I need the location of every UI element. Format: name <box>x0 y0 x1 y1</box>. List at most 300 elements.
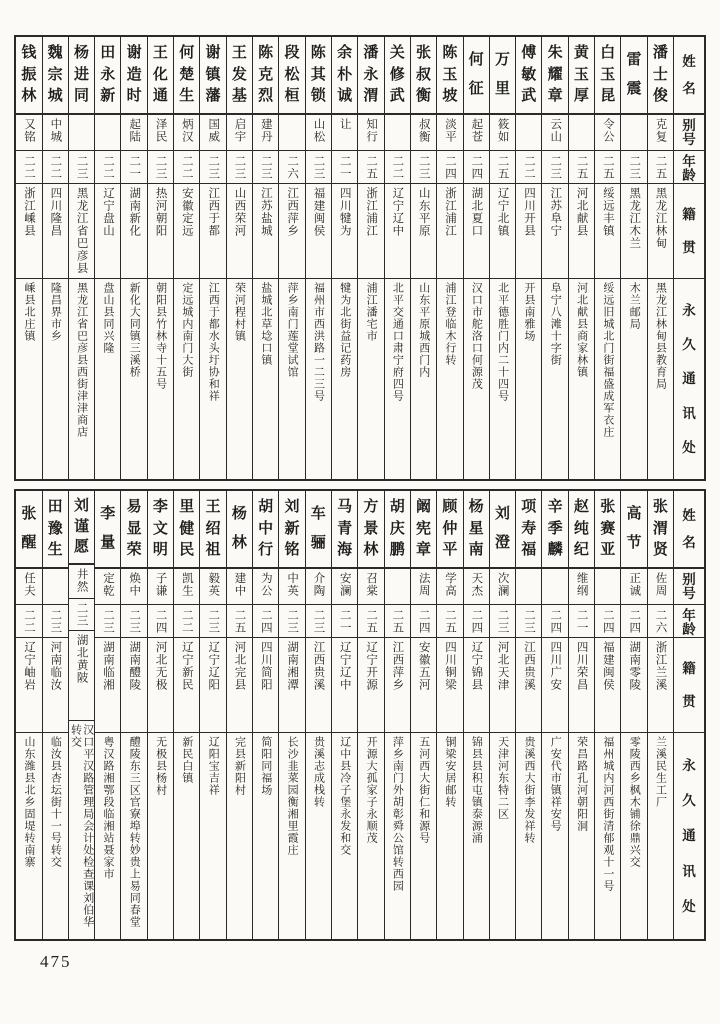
person-alias <box>332 115 357 151</box>
person-column <box>226 37 252 479</box>
person-age <box>279 605 304 638</box>
character-glyph: 藩 <box>205 88 221 105</box>
person-age <box>595 605 620 638</box>
character-glyph: 醒 <box>21 535 37 551</box>
person-address-text: 贵溪西大街李发祥转 <box>522 736 535 844</box>
person-age <box>621 605 646 638</box>
character-glyph: 衡 <box>416 88 432 105</box>
person-column <box>42 37 68 479</box>
person-address <box>279 733 304 939</box>
person-alias-text: 中城 <box>49 118 62 143</box>
person-native-place <box>516 184 541 279</box>
character-glyph: 林 <box>363 542 379 559</box>
person-address-text: 北平交通口肃宁府四号 <box>391 282 404 402</box>
character-glyph: 别 <box>682 118 696 133</box>
character-glyph: 纯 <box>573 520 589 537</box>
person-age-text: 二一 <box>338 154 351 180</box>
character-glyph: 籍 <box>682 206 696 222</box>
character-glyph: 修 <box>389 66 405 83</box>
person-column <box>436 37 462 479</box>
person-address-text: 贵溪志成栈转 <box>312 736 325 808</box>
person-age-text: 二五 <box>233 608 246 634</box>
character-glyph: 段 <box>284 44 300 61</box>
character-glyph: 李 <box>152 498 168 515</box>
person-name <box>227 491 252 569</box>
person-name <box>279 491 304 569</box>
person-alias-text: 次澜 <box>496 572 509 597</box>
person-column <box>620 37 646 479</box>
character-glyph: 永 <box>682 302 696 318</box>
character-glyph: 何 <box>468 52 484 68</box>
character-glyph: 贤 <box>652 542 668 559</box>
character-glyph: 讯 <box>682 405 696 421</box>
person-native-place-text: 四川简阳 <box>259 641 272 691</box>
person-native-place <box>43 638 68 733</box>
person-age <box>121 605 146 638</box>
person-name <box>648 491 673 569</box>
person-alias <box>279 569 304 605</box>
person-address <box>411 279 436 479</box>
person-native-place <box>569 184 594 279</box>
person-name <box>411 491 436 569</box>
character-glyph: 楚 <box>179 66 195 83</box>
person-age-text: 二五 <box>391 608 404 634</box>
character-glyph: 季 <box>547 520 563 537</box>
person-native-place-text: 辽宁开源 <box>365 641 378 691</box>
person-address <box>358 733 383 939</box>
person-alias <box>621 569 646 605</box>
character-glyph: 俊 <box>652 88 668 105</box>
character-glyph: 节 <box>626 535 642 551</box>
person-address <box>279 279 304 479</box>
person-native-place-text: 黑龙江木兰 <box>628 187 641 250</box>
person-native-place <box>95 184 120 279</box>
person-address-text: 山东平原城西门内 <box>417 282 430 378</box>
person-column <box>173 491 199 939</box>
person-alias-text: 子谦 <box>154 572 167 597</box>
person-alias <box>648 569 673 605</box>
character-glyph: 民 <box>179 542 195 559</box>
character-glyph: 玉 <box>600 66 616 83</box>
character-glyph: 庆 <box>389 520 405 537</box>
person-alias <box>306 115 331 151</box>
person-address-text: 荣昌路孔河朝阳洞 <box>575 736 588 832</box>
person-age-text: 二五 <box>365 154 378 180</box>
character-glyph: 谨 <box>73 518 89 535</box>
person-column <box>384 37 410 479</box>
header-alias <box>674 569 704 605</box>
person-name <box>464 491 489 569</box>
person-alias <box>516 115 541 151</box>
person-address-text: 河北献县商家林镇 <box>575 282 588 378</box>
person-address <box>516 279 541 479</box>
character-glyph: 城 <box>47 88 63 105</box>
person-name <box>385 37 410 115</box>
person-alias-text: 筱如 <box>496 118 509 143</box>
person-alias <box>69 565 94 599</box>
person-column <box>620 491 646 939</box>
person-address <box>569 733 594 939</box>
person-native-place <box>227 184 252 279</box>
person-native-place-text: 辽宁辽中 <box>338 641 351 691</box>
person-name <box>621 491 646 569</box>
character-glyph: 行 <box>258 542 274 559</box>
character-glyph: 名 <box>682 534 696 550</box>
person-age-text: 二三 <box>496 608 509 634</box>
character-glyph: 林 <box>21 88 37 105</box>
character-glyph: 渭 <box>363 88 379 105</box>
person-native-place-text: 辽宁辽阳 <box>207 641 220 691</box>
person-alias <box>16 569 41 605</box>
person-address-text: 汉口平汉路管理局会计处检查课刘伯华转交 <box>69 723 94 928</box>
person-native-place-text: 江西贵溪 <box>522 641 535 691</box>
character-glyph: 高 <box>626 506 642 522</box>
person-alias <box>542 115 567 151</box>
person-address-text: 开县南雅场 <box>522 282 535 342</box>
person-column <box>568 37 594 479</box>
person-native-place-text: 浙江兰溪 <box>654 641 667 691</box>
character-glyph: 同 <box>73 88 89 105</box>
character-glyph: 镇 <box>205 66 221 83</box>
character-glyph: 福 <box>521 542 537 559</box>
register-table-2 <box>14 489 706 941</box>
person-age <box>516 151 541 184</box>
person-native-place <box>464 184 489 279</box>
person-name <box>385 491 410 569</box>
character-glyph: 祖 <box>205 542 221 559</box>
character-glyph: 化 <box>152 66 168 83</box>
character-glyph: 杨 <box>468 498 484 515</box>
person-address <box>69 721 94 939</box>
person-alias <box>69 115 94 151</box>
person-age-text: 二三 <box>522 608 535 634</box>
person-address-text: 新化大同镇三溪桥 <box>128 282 141 378</box>
person-alias <box>358 115 383 151</box>
person-age <box>490 151 515 184</box>
character-glyph: 武 <box>389 88 405 105</box>
character-glyph: 年 <box>682 154 696 169</box>
person-address <box>358 279 383 479</box>
person-address <box>332 279 357 479</box>
character-glyph: 雷 <box>626 52 642 68</box>
person-alias <box>385 569 410 605</box>
header-name <box>674 37 704 115</box>
person-age-text: 二三 <box>75 601 88 627</box>
register-tables <box>14 35 706 941</box>
character-glyph: 张 <box>600 498 616 515</box>
character-glyph: 渭 <box>652 520 668 537</box>
character-glyph: 玉 <box>442 66 458 83</box>
person-address-text: 锦县县积屯镇泰源涌 <box>470 736 483 844</box>
person-age-text: 二二 <box>49 154 62 180</box>
person-name <box>16 37 41 115</box>
person-address <box>121 279 146 479</box>
person-alias-text: 任夫 <box>23 572 36 597</box>
person-address-text: 粤汉路湘鄂段临湘站聂家市 <box>101 736 114 880</box>
person-alias-text: 又铭 <box>23 118 36 143</box>
person-name <box>253 491 278 569</box>
person-address <box>200 733 225 939</box>
person-alias <box>358 569 383 605</box>
person-address-text: 阜宁八滩十字街 <box>549 282 562 366</box>
person-age-text: 二四 <box>154 608 167 634</box>
character-glyph: 震 <box>626 81 642 97</box>
character-glyph: 健 <box>179 520 195 537</box>
character-glyph: 朴 <box>337 66 353 83</box>
character-glyph: 新 <box>284 520 300 537</box>
character-glyph: 宗 <box>47 66 63 83</box>
person-address <box>16 733 41 939</box>
person-age <box>306 151 331 184</box>
person-age <box>148 151 173 184</box>
person-alias-text: 中英 <box>286 572 299 597</box>
character-glyph: 星 <box>468 520 484 537</box>
person-age <box>43 151 68 184</box>
person-age-text: 二五 <box>365 608 378 634</box>
person-native-place <box>385 184 410 279</box>
person-address <box>174 733 199 939</box>
person-alias <box>227 115 252 151</box>
person-native-place-text: 河北献县 <box>575 187 588 237</box>
person-alias <box>95 115 120 151</box>
person-native-place-text: 江苏阜宁 <box>549 187 562 237</box>
person-name <box>174 491 199 569</box>
character-glyph: 烈 <box>258 88 274 105</box>
person-address-text: 辽阳宝吉祥 <box>207 736 220 796</box>
person-age-text: 二三 <box>233 154 246 180</box>
person-alias <box>595 569 620 605</box>
person-name <box>95 37 120 115</box>
person-native-place <box>174 184 199 279</box>
person-age <box>569 605 594 638</box>
person-column <box>305 37 331 479</box>
person-age <box>358 605 383 638</box>
person-name <box>121 37 146 115</box>
person-address <box>437 733 462 939</box>
person-address <box>174 279 199 479</box>
header-column <box>673 491 704 939</box>
person-age <box>174 151 199 184</box>
person-address-text: 醴陵东三区官寮埠转妙贵上易同春堂 <box>128 736 141 928</box>
person-alias-text: 建中 <box>233 572 246 597</box>
character-glyph: 骊 <box>310 535 326 551</box>
header-address <box>674 733 704 939</box>
person-native-place <box>16 638 41 733</box>
person-address-text: 江西于都水头圩协和祥 <box>207 282 220 402</box>
character-glyph: 别 <box>682 572 696 587</box>
person-alias-text: 让 <box>338 118 351 131</box>
character-glyph: 鹏 <box>389 542 405 559</box>
character-glyph: 潘 <box>652 44 668 61</box>
person-address <box>621 279 646 479</box>
person-column <box>120 491 146 939</box>
person-age-text: 二三 <box>417 154 430 180</box>
person-age-text: 二五 <box>575 154 588 180</box>
person-native-place <box>621 638 646 733</box>
character-glyph: 刘 <box>73 497 89 514</box>
person-name <box>148 491 173 569</box>
person-address <box>200 279 225 479</box>
header-age <box>674 605 704 638</box>
person-age-text: 二一 <box>128 154 141 180</box>
person-alias <box>411 569 436 605</box>
person-native-place-text: 绥远丰镇 <box>601 187 614 237</box>
character-glyph: 易 <box>126 498 142 515</box>
header-name <box>674 491 704 569</box>
person-native-place-text: 江西于都 <box>207 187 220 237</box>
person-alias <box>464 569 489 605</box>
person-column <box>436 491 462 939</box>
person-age <box>411 605 436 638</box>
character-glyph: 张 <box>652 498 668 515</box>
person-age <box>621 151 646 184</box>
person-native-place <box>595 184 620 279</box>
character-glyph: 青 <box>337 520 353 537</box>
person-age <box>648 151 673 184</box>
person-native-place-text: 江苏盐城 <box>259 187 272 237</box>
person-alias <box>253 569 278 605</box>
person-name <box>332 491 357 569</box>
character-glyph: 量 <box>100 535 116 551</box>
character-glyph: 锁 <box>310 88 326 105</box>
person-address-text: 兰溪民生工厂 <box>654 736 667 808</box>
person-native-place-text: 江西萍乡 <box>391 641 404 691</box>
person-age-text: 二三 <box>312 154 325 180</box>
person-alias <box>227 569 252 605</box>
person-native-place <box>16 184 41 279</box>
character-glyph: 龄 <box>682 167 696 183</box>
person-native-place-text: 浙江浦江 <box>444 187 457 237</box>
header-native <box>674 638 704 733</box>
person-age-text: 二四 <box>444 154 457 180</box>
person-address <box>464 279 489 479</box>
person-alias-text: 叔衡 <box>417 118 430 143</box>
person-column <box>68 491 94 939</box>
person-age-text: 二三 <box>207 154 220 180</box>
character-glyph: 马 <box>337 498 353 515</box>
character-glyph: 籍 <box>682 660 696 676</box>
header-native <box>674 184 704 279</box>
person-native-place-text: 辽宁盘山 <box>101 187 114 237</box>
person-alias <box>411 115 436 151</box>
person-column <box>68 37 94 479</box>
character-glyph: 松 <box>284 66 300 83</box>
person-age <box>516 605 541 638</box>
person-age-text: 二二 <box>522 154 535 180</box>
person-column <box>278 37 304 479</box>
person-alias-text: 起苍 <box>470 118 483 143</box>
character-glyph: 里 <box>494 81 510 97</box>
character-glyph: 钱 <box>21 44 37 61</box>
character-glyph: 方 <box>363 498 379 515</box>
header-age <box>674 151 704 184</box>
person-native-place <box>385 638 410 733</box>
person-age-text: 二二 <box>101 154 114 180</box>
character-glyph: 处 <box>682 439 696 455</box>
person-name <box>200 37 225 115</box>
person-age <box>542 605 567 638</box>
character-glyph: 张 <box>416 44 432 61</box>
person-native-place <box>490 184 515 279</box>
person-native-place <box>516 638 541 733</box>
person-alias <box>621 115 646 151</box>
person-alias-text: 定乾 <box>101 572 114 597</box>
person-column <box>278 491 304 939</box>
person-column <box>42 491 68 939</box>
person-age <box>253 605 278 638</box>
person-name <box>43 37 68 115</box>
character-glyph: 久 <box>682 337 696 352</box>
character-glyph: 里 <box>179 498 195 515</box>
person-column <box>489 491 515 939</box>
person-age <box>95 151 120 184</box>
character-glyph: 造 <box>126 66 142 83</box>
person-alias <box>174 115 199 151</box>
person-column <box>94 491 120 939</box>
person-column <box>94 37 120 479</box>
person-native-place-text: 辽宁岫岩 <box>23 641 36 691</box>
person-address-text: 朝阳县竹林寺十五号 <box>154 282 167 390</box>
character-glyph: 阚 <box>416 498 432 515</box>
person-native-place <box>542 638 567 733</box>
character-glyph: 玉 <box>573 66 589 83</box>
register-table-1 <box>14 35 706 481</box>
person-alias <box>279 115 304 151</box>
person-native-place-text: 四川隆昌 <box>49 187 62 237</box>
person-address-text: 绥远旧城北门街福盛成军衣庄 <box>601 282 614 438</box>
person-native-place-text: 河北天津 <box>496 641 509 691</box>
person-alias <box>43 569 68 605</box>
person-address-text: 黑龙江林甸县教育局 <box>654 282 667 390</box>
person-name <box>490 491 515 569</box>
character-glyph: 进 <box>73 66 89 83</box>
person-age-text: 二三 <box>128 608 141 634</box>
character-glyph: 绍 <box>205 520 221 537</box>
character-glyph: 余 <box>337 44 353 61</box>
character-glyph: 通 <box>682 828 696 844</box>
person-alias-text: 学高 <box>444 572 457 597</box>
character-glyph: 耀 <box>547 66 563 83</box>
person-address-text: 广安代市镇祥安号 <box>549 736 562 832</box>
person-age <box>16 151 41 184</box>
person-name <box>490 37 515 115</box>
person-age <box>332 605 357 638</box>
person-address <box>385 279 410 479</box>
person-alias <box>95 569 120 605</box>
person-address-text: 开源大孤家子永顺茂 <box>365 736 378 844</box>
person-name <box>437 491 462 569</box>
person-age-text: 二二 <box>180 608 193 634</box>
character-glyph: 张 <box>21 506 37 522</box>
person-address <box>69 279 94 479</box>
person-address <box>490 733 515 939</box>
person-address <box>227 733 252 939</box>
person-age-text: 二四 <box>628 608 641 634</box>
person-name <box>306 491 331 569</box>
person-age-text: 二二 <box>180 154 193 180</box>
person-native-place <box>464 638 489 733</box>
character-glyph: 关 <box>389 44 405 61</box>
person-native-place-text: 湖南醴陵 <box>128 641 141 691</box>
person-age <box>332 151 357 184</box>
person-native-place-text: 湖南临湘 <box>101 641 114 691</box>
person-age <box>648 605 673 638</box>
person-alias-text: 令公 <box>601 118 614 143</box>
person-age-text: 二六 <box>654 608 667 634</box>
person-alias-text: 为公 <box>259 572 272 597</box>
person-age-text: 二三 <box>312 608 325 634</box>
person-alias-text: 启宇 <box>233 118 246 143</box>
